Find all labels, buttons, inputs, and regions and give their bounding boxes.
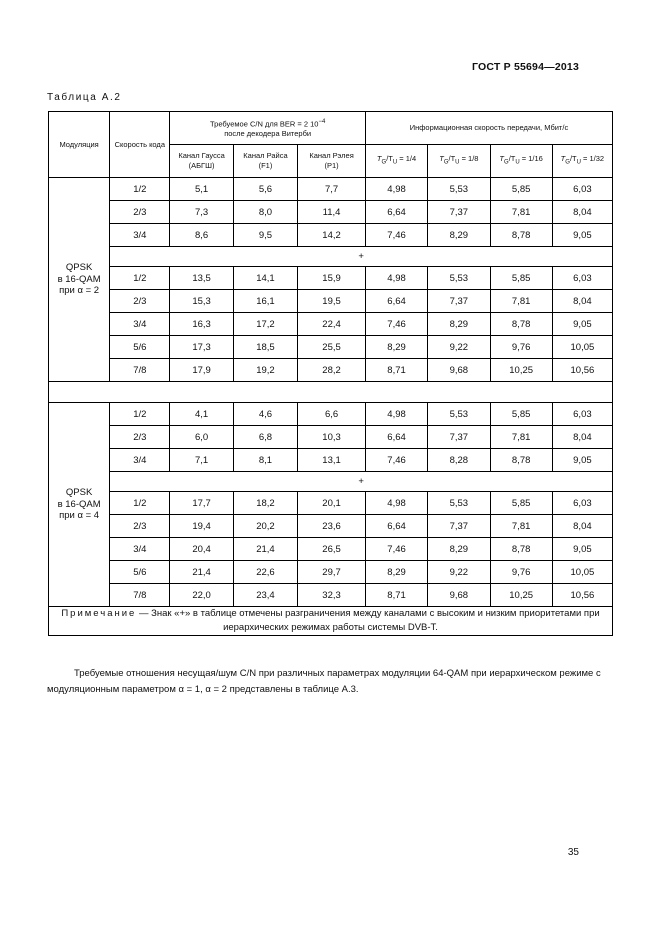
value-cell: 4,98 — [365, 492, 427, 515]
value-cell: 5,1 — [170, 178, 233, 201]
code-rate-cell: 1/2 — [110, 178, 170, 201]
table-row — [49, 336, 613, 359]
value-cell: 6,03 — [552, 267, 612, 290]
value-cell: 19,4 — [170, 515, 233, 538]
value-cell: 7,46 — [365, 313, 427, 336]
value-cell: 9,05 — [552, 224, 612, 247]
value-cell: 14,1 — [233, 267, 297, 290]
value-cell: 9,76 — [490, 561, 552, 584]
value-cell: 29,7 — [298, 561, 366, 584]
value-cell: 8,29 — [428, 224, 490, 247]
value-cell: 7,37 — [428, 515, 490, 538]
code-rate-cell: 3/4 — [110, 449, 170, 472]
value-cell: 4,98 — [365, 267, 427, 290]
value-cell: 32,3 — [298, 584, 366, 607]
value-cell: 7,81 — [490, 201, 552, 224]
value-cell: 7,3 — [170, 201, 233, 224]
value-cell: 4,98 — [365, 178, 427, 201]
value-cell: 16,1 — [233, 290, 297, 313]
table-row — [49, 561, 613, 584]
value-cell: 9,05 — [552, 313, 612, 336]
value-cell: 13,5 — [170, 267, 233, 290]
table-row — [49, 201, 613, 224]
value-cell: 22,0 — [170, 584, 233, 607]
value-cell: 6,64 — [365, 426, 427, 449]
value-cell: 15,3 — [170, 290, 233, 313]
code-rate-cell: 2/3 — [110, 290, 170, 313]
value-cell: 14,2 — [298, 224, 366, 247]
table-row — [49, 313, 613, 336]
value-cell: 8,78 — [490, 449, 552, 472]
value-cell: 7,81 — [490, 426, 552, 449]
value-cell: 7,37 — [428, 426, 490, 449]
value-cell: 23,6 — [298, 515, 366, 538]
table-row — [49, 426, 613, 449]
code-rate-cell: 7/8 — [110, 584, 170, 607]
header-channel: Канал Гаусса (АБГШ) — [170, 145, 233, 178]
value-cell: 6,6 — [298, 403, 366, 426]
value-cell: 20,4 — [170, 538, 233, 561]
value-cell: 9,05 — [552, 538, 612, 561]
code-rate-cell: 2/3 — [110, 515, 170, 538]
value-cell: 7,81 — [490, 515, 552, 538]
value-cell: 6,03 — [552, 492, 612, 515]
value-cell: 21,4 — [170, 561, 233, 584]
table-row — [49, 492, 613, 515]
value-cell: 8,29 — [365, 336, 427, 359]
value-cell: 4,1 — [170, 403, 233, 426]
value-cell: 8,04 — [552, 201, 612, 224]
header-required-cn: Требуемое C/N для BER = 2 $10^{-4}$ после декодера Витерби — [170, 112, 366, 145]
value-cell: 7,1 — [170, 449, 233, 472]
value-cell: 17,7 — [170, 492, 233, 515]
standard-number: ГОСТ Р 55694—2013 — [471, 61, 579, 73]
value-cell: 25,5 — [298, 336, 366, 359]
code-rate-cell: 1/2 — [110, 403, 170, 426]
value-cell: 7,7 — [298, 178, 366, 201]
table-note: Примечание — Знак «+» в таблице отмечены разграничения между каналами с высоким и низким приоритетами при иерархических режимах работы системы DVB-T. — [49, 607, 613, 636]
header-channel: Канал Рэлея (P1) — [298, 145, 366, 178]
value-cell: 6,64 — [365, 290, 427, 313]
value-cell: 8,29 — [428, 313, 490, 336]
code-rate-cell: 2/3 — [110, 426, 170, 449]
value-cell: 7,37 — [428, 201, 490, 224]
value-cell: 6,8 — [233, 426, 297, 449]
value-cell: 7,81 — [490, 290, 552, 313]
value-cell: 6,64 — [365, 515, 427, 538]
value-cell: 26,5 — [298, 538, 366, 561]
value-cell: 5,85 — [490, 403, 552, 426]
priority-separator-row — [49, 247, 613, 267]
code-rate-cell: 1/2 — [110, 267, 170, 290]
priority-separator: + — [110, 247, 613, 267]
value-cell: 18,5 — [233, 336, 297, 359]
body-paragraph: Требуемые отношения несущая/шум C/N при различных параметрах модуляции 64-QAM при иерархическом режиме с модуляционным параметром α = 1, α = 2 представлены в таблице А.3. — [47, 668, 601, 695]
value-cell: 15,9 — [298, 267, 366, 290]
value-cell: 17,2 — [233, 313, 297, 336]
value-cell: 20,1 — [298, 492, 366, 515]
value-cell: 6,0 — [170, 426, 233, 449]
code-rate-cell: 3/4 — [110, 313, 170, 336]
value-cell: 8,04 — [552, 290, 612, 313]
header-guard-interval: $T_G/T_U = 1/16$ — [490, 145, 552, 178]
table-row — [49, 403, 613, 426]
value-cell: 6,64 — [365, 201, 427, 224]
value-cell: 9,5 — [233, 224, 297, 247]
value-cell: 10,56 — [552, 584, 612, 607]
value-cell: 19,5 — [298, 290, 366, 313]
value-cell: 5,53 — [428, 492, 490, 515]
value-cell: 8,04 — [552, 426, 612, 449]
table-row — [49, 290, 613, 313]
value-cell: 5,53 — [428, 403, 490, 426]
value-cell: 5,85 — [490, 492, 552, 515]
value-cell: 10,56 — [552, 359, 612, 382]
value-cell: 22,4 — [298, 313, 366, 336]
value-cell: 5,85 — [490, 178, 552, 201]
value-cell: 16,3 — [170, 313, 233, 336]
header-info-rate: Информационная скорость передачи, Мбит/с — [365, 112, 612, 145]
priority-separator: + — [110, 472, 613, 492]
group-gap-row — [49, 382, 613, 403]
value-cell: 9,22 — [428, 561, 490, 584]
value-cell: 10,05 — [552, 336, 612, 359]
data-table — [48, 111, 613, 636]
value-cell: 7,46 — [365, 449, 427, 472]
value-cell: 8,28 — [428, 449, 490, 472]
value-cell: 9,05 — [552, 449, 612, 472]
value-cell: 17,3 — [170, 336, 233, 359]
code-rate-cell: 7/8 — [110, 359, 170, 382]
value-cell: 17,9 — [170, 359, 233, 382]
value-cell: 5,85 — [490, 267, 552, 290]
value-cell: 6,03 — [552, 403, 612, 426]
value-cell: 13,1 — [298, 449, 366, 472]
value-cell: 8,29 — [428, 538, 490, 561]
value-cell: 10,05 — [552, 561, 612, 584]
table-row — [49, 267, 613, 290]
value-cell: 20,2 — [233, 515, 297, 538]
value-cell: 19,2 — [233, 359, 297, 382]
code-rate-cell: 3/4 — [110, 224, 170, 247]
value-cell: 8,78 — [490, 313, 552, 336]
header-guard-interval: $T_G/T_U = 1/4$ — [365, 145, 427, 178]
modulation-cell: QPSK в 16-QAM при α = 4 — [49, 403, 110, 607]
table-row — [49, 178, 613, 201]
table-row — [49, 584, 613, 607]
value-cell: 10,25 — [490, 359, 552, 382]
value-cell: 5,6 — [233, 178, 297, 201]
modulation-cell: QPSK в 16-QAM при α = 2 — [49, 178, 110, 382]
value-cell: 8,71 — [365, 584, 427, 607]
header-code-rate: Скорость кода — [110, 112, 170, 178]
header-channel: Канал Райса (F1) — [233, 145, 297, 178]
value-cell: 7,46 — [365, 224, 427, 247]
value-cell: 10,25 — [490, 584, 552, 607]
table-row — [49, 224, 613, 247]
value-cell: 9,68 — [428, 359, 490, 382]
header-guard-interval: $T_G/T_U = 1/32$ — [552, 145, 612, 178]
value-cell: 5,53 — [428, 267, 490, 290]
value-cell: 11,4 — [298, 201, 366, 224]
code-rate-cell: 5/6 — [110, 561, 170, 584]
code-rate-cell: 5/6 — [110, 336, 170, 359]
value-cell: 9,68 — [428, 584, 490, 607]
value-cell: 22,6 — [233, 561, 297, 584]
value-cell: 8,6 — [170, 224, 233, 247]
table-row — [49, 449, 613, 472]
value-cell: 4,98 — [365, 403, 427, 426]
value-cell: 7,37 — [428, 290, 490, 313]
value-cell: 5,53 — [428, 178, 490, 201]
header-modulation: Модуляция — [49, 112, 110, 178]
value-cell: 9,76 — [490, 336, 552, 359]
value-cell: 8,1 — [233, 449, 297, 472]
table-row — [49, 359, 613, 382]
table-row — [49, 515, 613, 538]
value-cell: 4,6 — [233, 403, 297, 426]
priority-separator-row — [49, 472, 613, 492]
header-guard-interval: $T_G/T_U = 1/8$ — [428, 145, 490, 178]
value-cell: 21,4 — [233, 538, 297, 561]
code-rate-cell: 3/4 — [110, 538, 170, 561]
value-cell: 8,78 — [490, 538, 552, 561]
code-rate-cell: 1/2 — [110, 492, 170, 515]
value-cell: 18,2 — [233, 492, 297, 515]
value-cell: 9,22 — [428, 336, 490, 359]
value-cell: 28,2 — [298, 359, 366, 382]
value-cell: 10,3 — [298, 426, 366, 449]
table-caption: Таблица А.2 — [47, 92, 122, 103]
page-number: 35 — [567, 847, 579, 858]
value-cell: 8,71 — [365, 359, 427, 382]
value-cell: 7,46 — [365, 538, 427, 561]
value-cell: 8,0 — [233, 201, 297, 224]
value-cell: 8,29 — [365, 561, 427, 584]
value-cell: 23,4 — [233, 584, 297, 607]
code-rate-cell: 2/3 — [110, 201, 170, 224]
value-cell: 8,78 — [490, 224, 552, 247]
value-cell: 8,04 — [552, 515, 612, 538]
table-row — [49, 538, 613, 561]
note-row — [49, 607, 613, 636]
value-cell: 6,03 — [552, 178, 612, 201]
